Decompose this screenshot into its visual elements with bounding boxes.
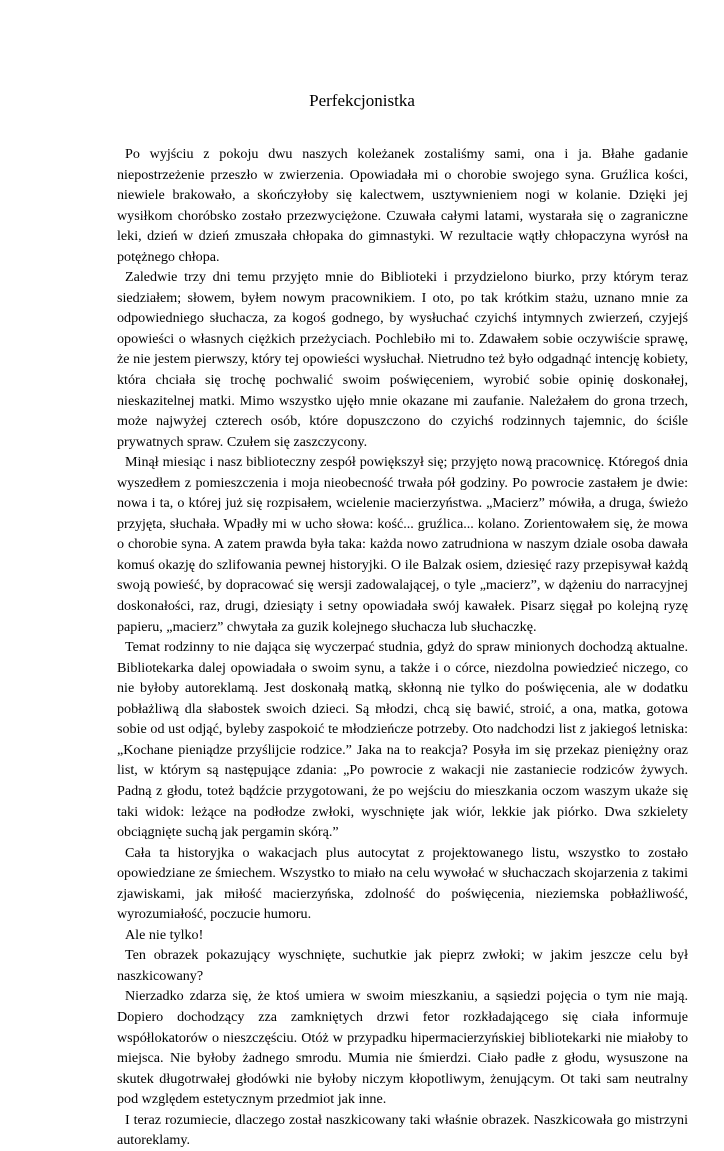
document-body — [117, 144, 688, 1151]
paragraph: Nierzadko zdarza się, że ktoś umiera w swoim mieszkaniu, a sąsiedzi pojęcia o tym nie mają. Dopiero dochodzący zza zamkniętych drzwi fetor rozkładającego się ciała informuje współlokatorów o nieszczęściu. Otóż w przypadku hipermacierzyńskiej bibliotekarki nie miałoby to miejsca. Nie byłoby żadnego smrodu. Mumia nie śmierdzi. Ciało padłe z głodu, wysuszone na skutek długotrwałej głodówki nie byłoby niczym kłopotliwym, żenującym. Ot taki sam neutralny pod względem estetycznym przedmiot jak inne. — [117, 988, 688, 1108]
paragraph: Ten obrazek pokazujący wyschnięte, suchutkie jak pieprz zwłoki; w jakim jeszcze celu był naszkicowany? — [117, 947, 688, 984]
paragraph: Ale nie tylko! — [125, 926, 204, 943]
page-title: Perfekcjonistka — [309, 91, 415, 110]
paragraph: Po wyjściu z pokoju dwu naszych koleżanek zostaliśmy sami, ona i ja. Błahe gadanie niepostrzeżenie przeszło w zwierzenia. Opowiadała mi o chorobie swojego syna. Gruźlica kości, niewiele brakowało, a skończyłoby się kalectwem, usztywnieniem nogi w kolanie. Dzięki jej wysiłkom choróbsko zostało przezwyciężone. Czuwała całymi latami, wystarała się o zagraniczne leki, dzień w dzień zmuszała chłopaka do gimnastyki. W rezultacie wątły chłopaczyna wyrósł na potężnego chłopa. — [117, 146, 688, 265]
paragraph: Temat rodzinny to nie dająca się wyczerpać studnia, gdyż do spraw minionych dochodzą aktualne. Bibliotekarka dalej opowiadała o swoim synu, a także i o córce, niezdolna powiedzieć niczego, co nie byłoby autoreklamą. Jest doskonałą matką, skłonną nie tylko do poświęcenia, ale w dodatku pobłażliwą dla słabostek swoich dzieci. Są młodzi, chcą się bawić, stroić, a ona, matka, gotowa sobie od ust odjąć, byleby zaspokoić te młodzieńcze potrzeby. Oto nadchodzi list z jakiegoś letniska: „Kochane pieniądze przyślijcie rodzice.” Jaka na to reakcja? Posyła im się przekaz pieniężny oraz list, w którym są następujące zdania: „Po powrocie z wakacji nie zastaniecie rodziców żywych. Padną z głodu, toteż bądźcie przygotowani, że po wejściu do mieszkania oczom waszym ukaże się taki widok: leżące na podłodze zwłoki, wyschnięte jak wiór, lekkie jak piórko. Dwa szkielety obciągnięte suchą jak pergamin skórą.” — [117, 639, 688, 841]
paragraph: Zaledwie trzy dni temu przyjęto mnie do Biblioteki i przydzielono biurko, przy którym teraz siedziałem; słowem, byłem nowym pracownikiem. I oto, po tak krótkim stażu, uznano mnie za odpowiedniego słuchacza, za kogoś godnego, by wysłuchać czyichś intymnych zwierzeń, czyjejś opowieści o własnych ciężkich przeżyciach. Pochlebiło mi to. Zdawałem sobie oczywiście sprawę, że nie jestem pierwszy, który tej opowieści wysłuchał. Nietrudno też było odgadnąć intencję kobiety, która chciała się trochę pochwalić swoim poświęceniem, wyrobić sobie opinię doskonałej, nieskazitelnej matki. Mimo wszystko ujęło mnie okazane mi zaufanie. Należałem do grona trzech, może najwyżej czterech osób, które dopuszczono do czyichś rodzinnych tajemnic, do ściśle prywatnych spraw. Czułem się zaszczycony. — [117, 269, 688, 450]
paragraph: Minął miesiąc i nasz biblioteczny zespół powiększył się; przyjęto nową pracownicę. Któregoś dnia wyszedłem z pomieszczenia i moja nieobecność trwała pół godziny. Po powrocie zastałem je dwie: nowa i ta, o której już się rozpisałem, wcielenie macierzyństwa. „Macierz” mówiła, a druga, świeżo przyjęta, słuchała. Wpadły mi w ucho słowa: kość... gruźlica... kolano. Zorientowałem się, że mowa o chorobie syna. A zatem prawda była taka: każda nowo zatrudniona w naszym dziale osoba dawała komuś okazję do szlifowania pewnej historyjki. O ile Balzak osiem, dziesięć razy przepisywał każdą swoją powieść, by dopracować się wersji zadowalającej, o tyle „macierz”, w dążeniu do narracyjnej doskonałości, raz, drugi, dziesiąty i setny opowiadała swój kawałek. Pisarz sięgał po kolejną ryzę papieru, „macierz” chwytała za guzik kolejnego słuchacza lub słuchaczkę. — [117, 454, 688, 635]
paragraph: Cała ta historyjka o wakacjach plus autocytat z projektowanego listu, wszystko to zostało opowiedziane ze śmiechem. Wszystko to miało na celu wywołać w słuchaczach skojarzenia z takimi zjawiskami, jak miłość macierzyńska, zdolność do poświęcenia, nieziemska pobłażliwość, wyrozumiałość, poczucie humoru. — [117, 844, 688, 923]
paragraph: I teraz rozumiecie, dlaczego został naszkicowany taki właśnie obrazek. Naszkicowała go mistrzyni autoreklamy. — [117, 1111, 688, 1149]
